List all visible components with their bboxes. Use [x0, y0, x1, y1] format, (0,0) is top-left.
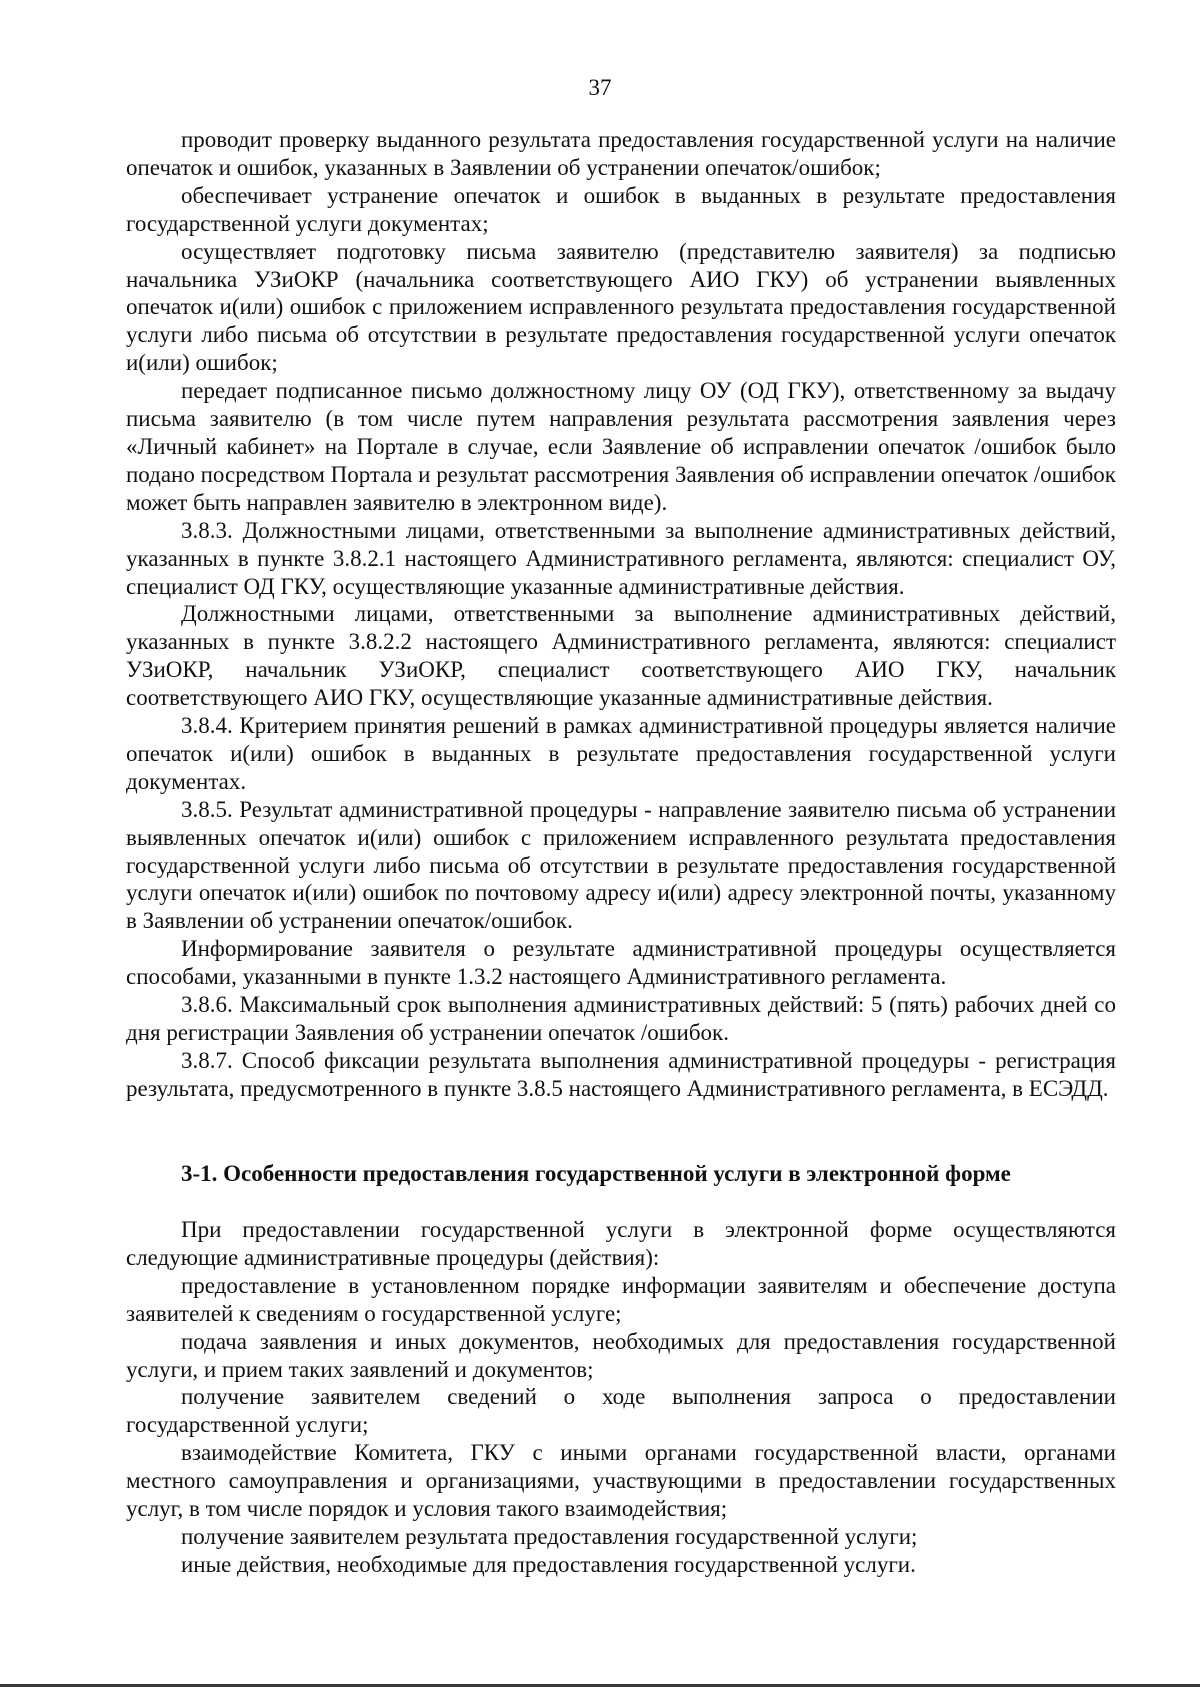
top-text-block	[126, 126, 1116, 1103]
list-item: иные действия, необходимые для предоставления государственной услуги.	[181, 1551, 916, 1577]
paragraph-3-8-5: 3.8.5. Результат административной процедуры - направление заявителю письма об устранении выявленных опечаток и(или) ошибок с приложением исправленного результата предоставления государственной услуги либо письма об отсутствии в результате предоставления государственной услуги опечаток и(или) ошибок по почтовому адресу и(или) адресу электронной почты, указанному в Заявлении об устранении опечаток/ошибок.	[126, 796, 1116, 934]
paragraph: осуществляет подготовку письма заявителю (представителю заявителя) за подписью начальника УЗиОКР (начальника соответствующего АИО ГКУ) об устранении выявленных опечаток и(или) ошибок с приложением исправленного результата предоставления государственной услуги либо письма об отсутствии в результате предоставления государственной услуги опечаток и(или) ошибок;	[126, 238, 1116, 376]
paragraph-3-8-7: 3.8.7. Способ фиксации результата выполнения административной процедуры - регистрация результата, предусмотренного в пункте 3.8.5 настоящего Административного регламента, в ЕСЭДД.	[126, 1047, 1116, 1101]
paragraph: Информирование заявителя о результате административной процедуры осуществляется способами, указанными в пункте 1.3.2 настоящего Административного регламента.	[126, 936, 1116, 990]
list-item: получение заявителем результата предоставления государственной услуги;	[181, 1523, 918, 1549]
paragraph-3-8-4: 3.8.4. Критерием принятия решений в рамках административной процедуры является наличие опечаток и(или) ошибок в выданных в результате предоставления государственной услуги документах.	[126, 713, 1116, 794]
list-item: получение заявителем сведений о ходе выполнения запроса о предоставлении государственной услуги;	[126, 1384, 1116, 1438]
bottom-text-block	[126, 1216, 1116, 1579]
page-number: 37	[588, 75, 612, 100]
list-item: подача заявления и иных документов, необходимых для предоставления государственной услуги, и прием таких заявлений и документов;	[126, 1328, 1116, 1382]
paragraph: Должностными лицами, ответственными за выполнение административных действий, указанных в пункте 3.8.2.2 настоящего Административного регламента, являются: специалист УЗиОКР, начальник УЗиОКР, специалист соответствующего АИО ГКУ, начальник соответствующего АИО ГКУ, осуществляющие указанные административные действия.	[126, 601, 1116, 711]
paragraph: передает подписанное письмо должностному лицу ОУ (ОД ГКУ), ответственному за выдачу письма заявителю (в том числе путем направления результата рассмотрения заявления через «Личный кабинет» на Портале в случае, если Заявление об исправлении опечаток /ошибок было подано посредством Портала и результат рассмотрения Заявления об исправлении опечаток /ошибок может быть направлен заявителю в электронном виде).	[126, 378, 1116, 515]
list-item: взаимодействие Комитета, ГКУ с иными органами государственной власти, органами местного самоуправления и организациями, участвующими в предоставлении государственных услуг, в том числе порядок и условия такого взаимодействия;	[126, 1440, 1116, 1522]
paragraph: При предоставлении государственной услуги в электронной форме осуществляются следующие административные процедуры (действия):	[126, 1217, 1116, 1270]
list-item: предоставление в установленном порядке информации заявителям и обеспечение доступа заявителей к сведениям о государственной услуге;	[126, 1272, 1116, 1326]
paragraph-3-8-6: 3.8.6. Максимальный срок выполнения административных действий: 5 (пять) рабочих дней со дня регистрации Заявления об устранении опечаток /ошибок.	[126, 992, 1116, 1045]
section-heading: 3-1. Особенности предоставления государственной услуги в электронной форме	[181, 1161, 1011, 1186]
paragraph-3-8-3: 3.8.3. Должностными лицами, ответственными за выполнение административных действий, указанных в пункте 3.8.2.1 настоящего Административного регламента, являются: специалист ОУ, специалист ОД ГКУ, осуществляющие указанные административные действия.	[126, 517, 1116, 599]
paragraph: проводит проверку выданного результата предоставления государственной услуги на наличие опечаток и ошибок, указанных в Заявлении об устранении опечаток/ошибок;	[126, 127, 1116, 180]
scan-edge-divider	[0, 1684, 1200, 1687]
paragraph: обеспечивает устранение опечаток и ошибок в выданных в результате предоставления государственной услуги документах;	[126, 182, 1116, 236]
